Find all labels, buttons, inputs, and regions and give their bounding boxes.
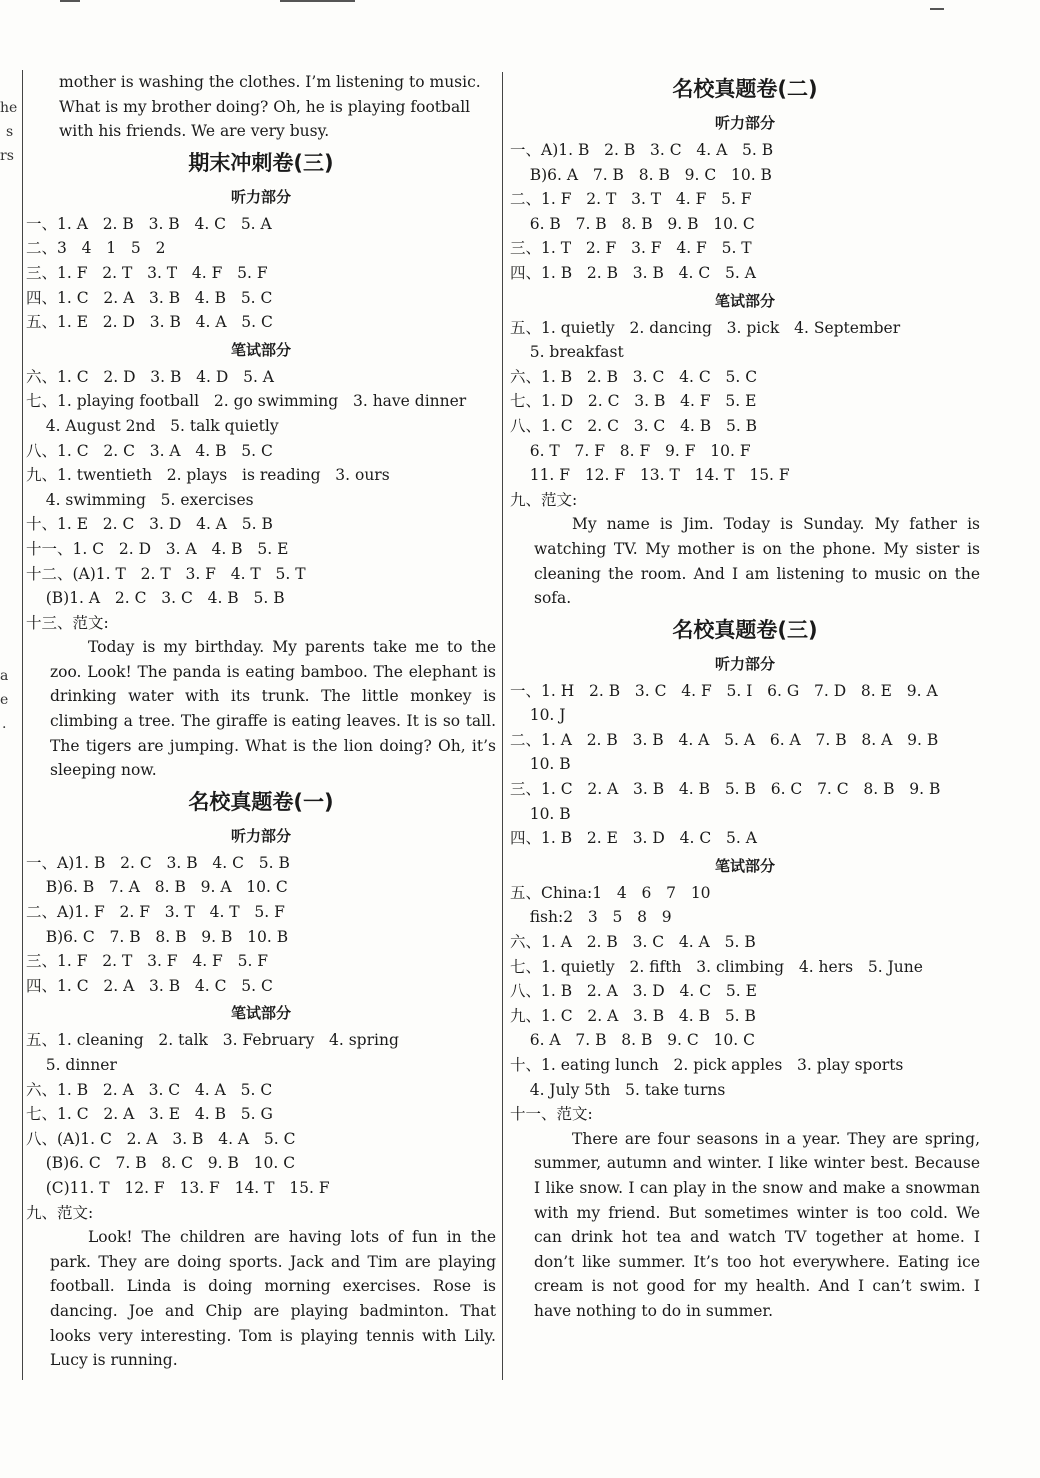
answer-line: 六、1. C 2. D 3. B 4. D 5. A — [26, 367, 275, 386]
answer-line: 九、范文: — [26, 1203, 94, 1222]
answer-line: 十三、范文: — [26, 613, 109, 632]
answer-line: 10. B — [510, 804, 571, 823]
answer-list — [26, 1028, 496, 1225]
answer-line: 六、1. A 2. B 3. C 4. A 5. B — [510, 933, 756, 952]
answer-line: 二、3 4 1 5 2 — [26, 239, 166, 258]
top-edge-mark — [60, 0, 80, 2]
answer-line: (C)11. T 12. F 13. F 14. T 15. F — [26, 1178, 330, 1197]
answer-line: 一、1. A 2. B 3. B 4. C 5. A — [26, 214, 272, 233]
answer-line: 十一、1. C 2. D 3. A 4. B 5. E — [26, 539, 289, 558]
top-edge-mark — [280, 0, 355, 2]
answer-line: 11. F 12. F 13. T 14. T 15. F — [510, 466, 790, 485]
edge-fragment: a — [0, 668, 9, 684]
edge-fragment: e — [0, 692, 9, 708]
answer-line: 八、1. C 2. C 3. A 4. B 5. C — [26, 441, 273, 460]
answer-line: 五、1. E 2. D 3. B 4. A 5. C — [26, 313, 273, 332]
answer-line: 五、1. cleaning 2. talk 3. February 4. spring — [26, 1031, 399, 1050]
edge-fragment: rs — [0, 148, 14, 164]
answer-line: 七、1. playing football 2. go swimming 3. have dinner — [26, 392, 467, 411]
answer-list — [510, 138, 980, 286]
answer-line: 九、范文: — [510, 490, 578, 509]
answer-line: B)6. C 7. B 8. B 9. B 10. B — [26, 927, 289, 946]
answer-line: 10. J — [510, 706, 566, 725]
answer-line: 四、1. C 2. A 3. B 4. C 5. C — [26, 976, 273, 995]
answer-line: 二、1. A 2. B 3. B 4. A 5. A 6. A 7. B 8. A 9. B — [510, 730, 939, 749]
answer-line: 九、1. C 2. A 3. B 4. B 5. B — [510, 1006, 756, 1025]
answer-line: fish:2 3 5 8 9 — [510, 908, 672, 927]
answer-line: 三、1. C 2. A 3. B 4. B 5. B 6. C 7. C 8. B 9. B — [510, 780, 941, 799]
answer-list — [510, 881, 980, 1127]
answer-line: 三、1. F 2. T 3. F 4. F 5. F — [26, 952, 269, 971]
column-divider — [502, 72, 503, 1380]
model-essay: There are four seasons in a year. They are spring, summer, autumn and winter. I like winter best. Because I like snow. I can play in the snow and make a snowman with my friend. But sometimes winter is too cold. We can drink hot tea and watch TV together at home. I don’t like summer. It’s too hot everywhere. Eating ice cream is not good for my health. And I can’t swim. I have nothing to do in summer. — [534, 1129, 980, 1320]
answer-list — [26, 365, 496, 636]
section-heading: 笔试部分 — [714, 291, 775, 310]
section-heading: 笔试部分 — [230, 340, 291, 359]
left-margin-rule — [22, 70, 23, 1380]
right-column — [510, 70, 980, 1324]
answer-line: 二、1. F 2. T 3. T 4. F 5. F — [510, 190, 752, 209]
edge-fragment: he — [0, 100, 18, 116]
answer-line: (B)1. A 2. C 3. C 4. B 5. B — [26, 589, 285, 608]
model-essay: Look! The children are having lots of fun in the park. They are doing sports. Jack and Tim are playing football. Linda is doing morning exercises. Rose is dancing. Joe and Chip are playing badminton. That looks very interesting. Tom is playing tennis with Lily. Lucy is running. — [50, 1228, 496, 1370]
answer-line: 四、1. B 2. B 3. B 4. C 5. A — [510, 263, 756, 282]
answer-line: 二、A)1. F 2. F 3. T 4. T 5. F — [26, 903, 285, 922]
answer-list — [26, 851, 496, 999]
exam-title: 名校真题卷(三) — [672, 617, 818, 642]
answer-line: 五、1. quietly 2. dancing 3. pick 4. September — [510, 318, 901, 337]
answer-line: 四、1. C 2. A 3. B 4. B 5. C — [26, 288, 273, 307]
edge-fragment: . — [2, 716, 7, 732]
text-line: with his friends. We are very busy. — [59, 122, 330, 141]
answer-line: 十一、范文: — [510, 1105, 593, 1124]
answer-line: 八、(A)1. C 2. A 3. B 4. A 5. C — [26, 1129, 296, 1148]
section-heading: 听力部分 — [714, 114, 775, 132]
section-heading: 笔试部分 — [714, 856, 775, 875]
answer-line: 一、A)1. B 2. B 3. C 4. A 5. B — [510, 141, 774, 159]
section-heading: 听力部分 — [714, 654, 775, 673]
intro-passage — [26, 70, 496, 144]
answer-line: 十二、(A)1. T 2. T 3. F 4. T 5. T — [26, 564, 306, 583]
answer-line: 八、1. B 2. A 3. D 4. C 5. E — [510, 982, 757, 1001]
left-column — [26, 70, 496, 1373]
answer-line: 九、1. twentieth 2. plays is reading 3. ours — [26, 466, 390, 485]
answer-line: 三、1. T 2. F 3. F 4. F 5. T — [510, 239, 752, 258]
answer-line: 5. breakfast — [510, 343, 624, 362]
section-heading: 听力部分 — [230, 826, 291, 845]
answer-line: 一、A)1. B 2. C 3. B 4. C 5. B — [26, 853, 290, 872]
answer-line: 4. July 5th 5. take turns — [510, 1080, 726, 1099]
answer-line: 十、1. E 2. C 3. D 4. A 5. B — [26, 515, 273, 534]
section-heading: 笔试部分 — [230, 1004, 291, 1023]
text-line: mother is washing the clothes. I’m listening to music. — [59, 73, 481, 91]
answer-line: 六、1. B 2. A 3. C 4. A 5. C — [26, 1080, 273, 1099]
answer-line: 6. A 7. B 8. B 9. C 10. C — [510, 1031, 755, 1050]
exam-title: 期末冲刺卷(三) — [188, 150, 334, 175]
answer-list — [510, 316, 980, 513]
answer-line: 七、1. D 2. C 3. B 4. F 5. E — [510, 392, 757, 411]
answer-list — [510, 679, 980, 851]
answer-line: 十、1. eating lunch 2. pick apples 3. play sports — [510, 1056, 904, 1074]
edge-fragment: s — [6, 124, 14, 140]
answer-line: 10. B — [510, 755, 571, 774]
answer-line: 三、1. F 2. T 3. T 4. F 5. F — [26, 263, 268, 282]
answer-line: 四、1. B 2. E 3. D 4. C 5. A — [510, 829, 757, 848]
top-edge-mark — [930, 8, 944, 10]
answer-list — [26, 212, 496, 335]
answer-line: 八、1. C 2. C 3. C 4. B 5. B — [510, 416, 758, 435]
text-line: What is my brother doing? Oh, he is playing football — [59, 97, 471, 116]
answer-line: 六、1. B 2. B 3. C 4. C 5. C — [510, 367, 758, 386]
model-essay: My name is Jim. Today is Sunday. My father is watching TV. My mother is on the phone. My sister is cleaning the room. And I am listening to music on the sofa. — [534, 515, 980, 608]
answer-line: 4. August 2nd 5. talk quietly — [26, 416, 279, 435]
section-heading: 听力部分 — [230, 187, 291, 206]
answer-line: 七、1. C 2. A 3. E 4. B 5. G — [26, 1105, 273, 1124]
exam-title: 名校真题卷(一) — [188, 789, 334, 814]
exam-title: 名校真题卷(二) — [672, 77, 818, 101]
answer-line: 5. dinner — [26, 1056, 117, 1074]
answer-line: B)6. B 7. A 8. B 9. A 10. C — [26, 878, 288, 897]
answer-line: 6. B 7. B 8. B 9. B 10. C — [510, 214, 755, 233]
answer-line: 七、1. quietly 2. fifth 3. climbing 4. hers 5. June — [510, 957, 923, 976]
answer-line: 一、1. H 2. B 3. C 4. F 5. I 6. G 7. D 8. E 9. A — [510, 681, 938, 700]
answer-line: (B)6. C 7. B 8. C 9. B 10. C — [26, 1154, 296, 1173]
answer-line: 五、China:1 4 6 7 10 — [510, 883, 711, 902]
answer-line: B)6. A 7. B 8. B 9. C 10. B — [510, 165, 772, 184]
answer-line: 6. T 7. F 8. F 9. F 10. F — [510, 441, 751, 460]
answer-line: 4. swimming 5. exercises — [26, 490, 254, 509]
model-essay: Today is my birthday. My parents take me to the zoo. Look! The panda is eating bamboo. The elephant is drinking water with its trunk. The little monkey is climbing a tree. The giraffe is eating leaves. It is so tall. The tigers are jumping. What is the lion doing? Oh, it’s sleeping now. — [50, 638, 496, 780]
